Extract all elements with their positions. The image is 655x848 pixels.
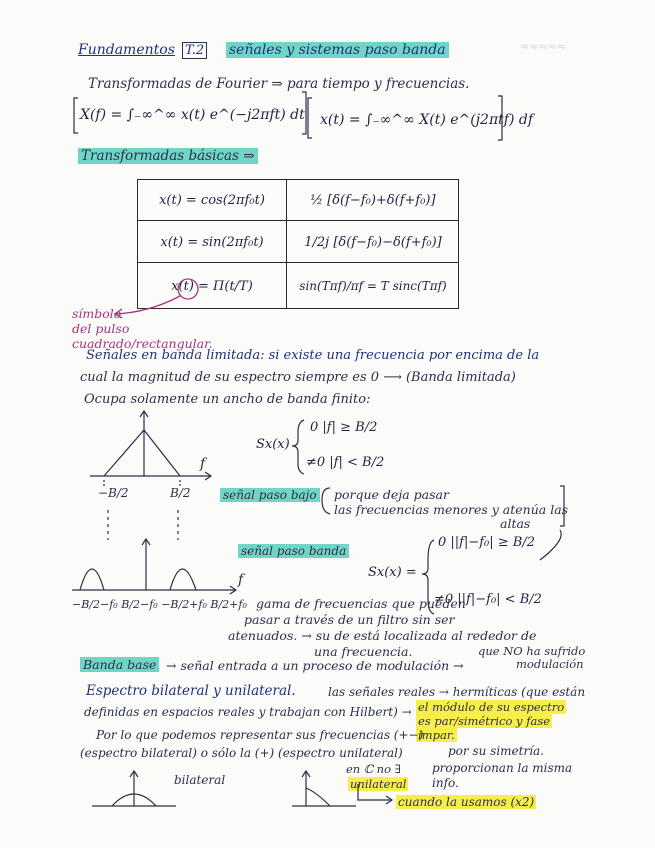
- lowpass-tick-right: B/2: [170, 486, 191, 500]
- pulse-note-line-3: cuadrado/rectangular.: [72, 336, 213, 351]
- baseband-text: → señal entrada a un proceso de modulación →: [166, 658, 464, 673]
- spectrum-line-4: (espectro bilateral) o sólo la (+) (espectro unilateral): [80, 746, 403, 760]
- spectrum-hl-2-mark: es par/simétrico y fase: [418, 714, 551, 728]
- bandpass-case-1: 0 ||f|−f₀| ≥ B/2: [438, 535, 536, 550]
- bandpass-lobe-left: [80, 569, 104, 590]
- bandpass-desc-3: atenuados. → su de está localizada al rededor de: [228, 628, 537, 643]
- title-highlight: señales y sistemas paso banda: [226, 42, 449, 58]
- pulse-note-line-2: del pulso: [72, 321, 130, 336]
- spectrum-line-3: Por lo que podemos representar sus frecuencias (+−): [96, 728, 424, 742]
- spectrum-usage-mark: cuando la usamos (x2): [398, 795, 535, 809]
- bandpass-desc-4: una frecuencia.: [314, 644, 413, 659]
- spectrum-unilateral-mark: unilateral: [350, 777, 407, 791]
- bandpass-desc-2: pasar a través de un filtro sin ser: [244, 612, 455, 627]
- basic-heading-highlight: Transformadas básicas ⇒: [78, 148, 258, 164]
- spectrum-line-2: definidas en espacios reales y trabajan con Hilbert) →: [84, 705, 412, 719]
- lowpass-note-2: las frecuencias menores y atenúa las: [334, 502, 569, 517]
- spectrum-arrow-note-1: por su simetría.: [448, 744, 544, 758]
- bandpass-case-2: ≠0 ||f|−f₀| < B/2: [434, 592, 542, 607]
- bandpass-tag-highlight: señal paso banda: [238, 544, 349, 558]
- table-cell-right-2: sin(Tπf)/πf = T sinc(Tπf): [299, 279, 447, 293]
- pulse-note-line-1: símbolo: [72, 306, 122, 321]
- table-cell-right-1: 1/2j [δ(f−f₀)−δ(f+f₀)]: [304, 234, 442, 250]
- pulse-circle: [178, 279, 198, 299]
- bandlimited-line-2: cual la magnitud de su espectro siempre es 0 ⟶ (Banda limitada): [80, 370, 516, 385]
- lowpass-note-3: altas: [500, 516, 531, 531]
- spectrum-title: Espectro bilateral y unilateral.: [86, 683, 296, 699]
- bandpass-brace: [422, 540, 434, 614]
- bracket-left-1: [74, 98, 78, 133]
- lowpass-brace: [292, 420, 304, 474]
- spectrum-hl-1-mark: el módulo de su espectro: [418, 700, 565, 714]
- spectrum-arrow-note-3: info.: [432, 776, 459, 790]
- lowpass-f-label: f: [200, 456, 206, 472]
- spectrum-en-c: en ℂ no ∃: [346, 762, 401, 776]
- bandpass-f-label: f: [238, 572, 244, 588]
- bandpass-lobe-right: [170, 569, 196, 590]
- fourier-intro: Transformadas de Fourier ⇒ para tiempo y frecuencias.: [88, 76, 470, 92]
- bandpass-side-2: modulación: [516, 657, 584, 671]
- bilateral-label: bilateral: [174, 773, 226, 787]
- bracket-left-2: [308, 98, 312, 138]
- table-cell-left-1: x(t) = sin(2πf₀t): [160, 234, 264, 250]
- spectrum-line-1: las señales reales → hermíticas (que están: [328, 685, 586, 699]
- subject-label: Fundamentos: [78, 42, 175, 58]
- bracket-right-1: [302, 92, 306, 134]
- lowpass-tag-highlight: señal paso bajo: [220, 488, 320, 502]
- table-cell-left-2: x(t) = Π(t/T): [171, 278, 253, 294]
- baseband-tag-highlight: Banda base: [80, 657, 159, 672]
- lowpass-note-1: porque deja pasar: [334, 487, 449, 502]
- bandpass-ticks: −B/2−f₀ B/2−f₀ −B/2+f₀ B/2+f₀: [72, 598, 247, 611]
- lowpass-tick-left: −B/2: [98, 486, 129, 500]
- spectrum-arrow-note-2: proporcionan la misma: [432, 761, 573, 775]
- bandlimited-line-3: Ocupa solamente un ancho de banda finito:: [84, 392, 371, 407]
- lowpass-case-1: 0 |f| ≥ B/2: [310, 420, 378, 435]
- lowpass-triangle: [104, 430, 180, 476]
- fourier-forward-eq: X(f) = ∫₋∞^∞ x(t) e^(−j2πft) dt: [80, 107, 305, 123]
- bracket-right-2: [498, 96, 502, 140]
- bandpass-side-1: que NO ha sufrido: [478, 644, 586, 658]
- lowpass-case-2: ≠0 |f| < B/2: [306, 455, 385, 470]
- bandpass-sx-label: Sx(x) =: [368, 565, 417, 580]
- pulse-arrow: [116, 296, 180, 314]
- lowpass-sx-label: Sx(x): [256, 437, 290, 452]
- fourier-inverse-eq: x(t) = ∫₋∞^∞ X(t) e^(j2πtf) df: [320, 112, 534, 128]
- bandlimited-line-1: Señales en banda limitada: si existe una frecuencia por encima de la: [86, 348, 540, 363]
- bandpass-desc-1: gama de frecuencias que pueden: [256, 596, 466, 611]
- spectrum-hl-3-mark: impar.: [418, 728, 455, 742]
- table-cell-right-0: ½ [δ(f−f₀)+δ(f+f₀)]: [310, 192, 436, 208]
- topic-badge: T.2: [182, 42, 207, 59]
- bleed-through-text: ≈≈≈≈≈: [520, 40, 567, 53]
- table-cell-left-0: x(t) = cos(2πf₀t): [159, 192, 265, 208]
